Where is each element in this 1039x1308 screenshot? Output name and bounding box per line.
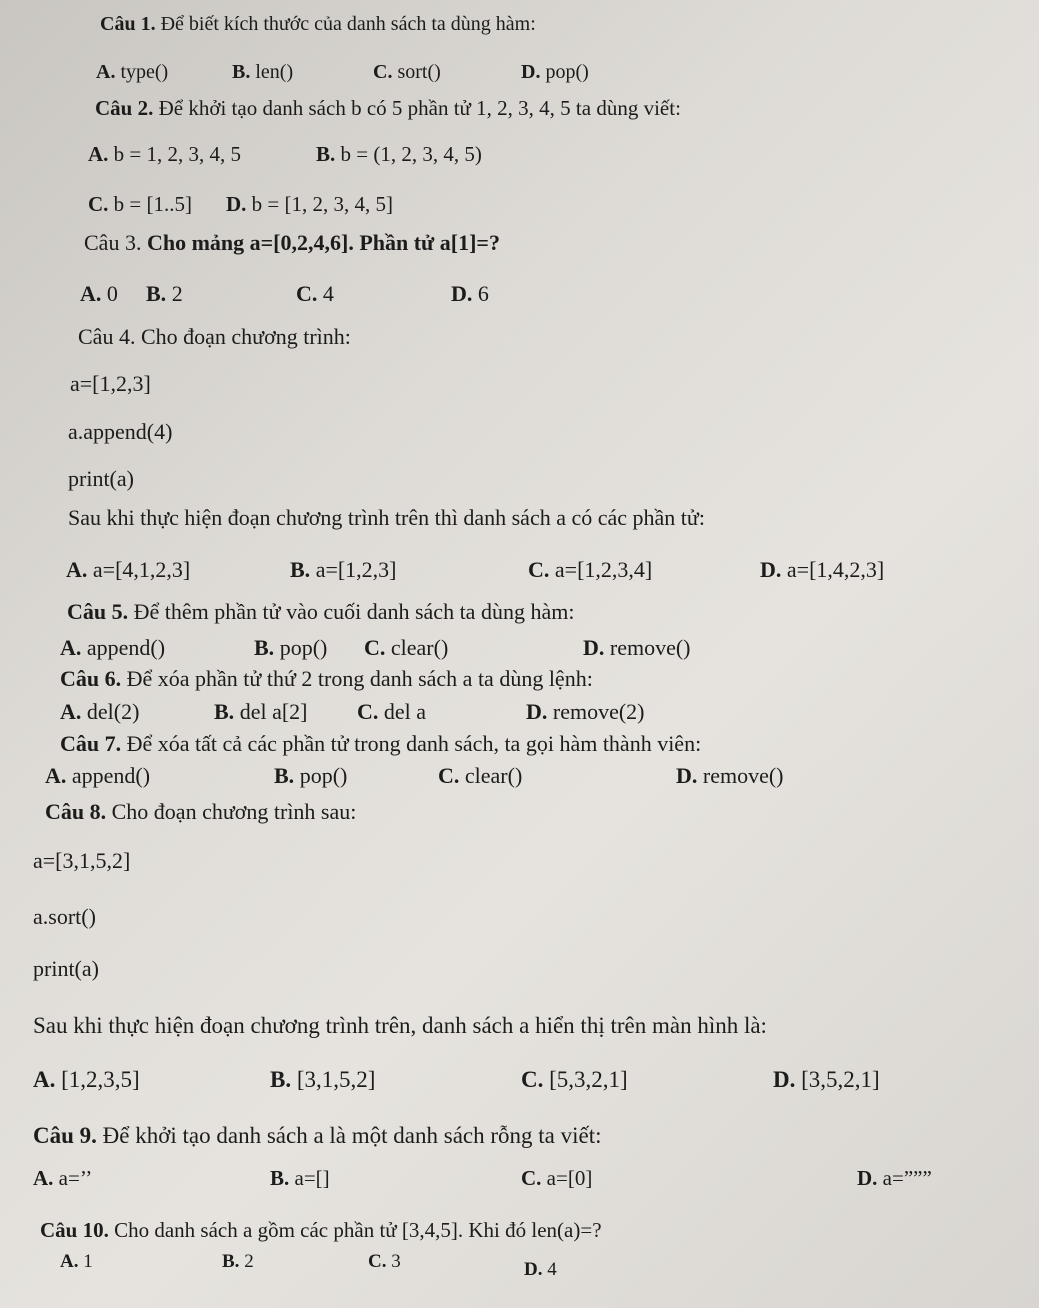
option-a: A. a=’’ — [33, 1166, 93, 1190]
option-b: B. [3,1,5,2] — [270, 1067, 376, 1092]
option-d: D. 4 — [524, 1259, 557, 1280]
code-line: a=[1,2,3] — [70, 371, 151, 396]
option-d: D. remove(2) — [526, 699, 645, 724]
question-4-followup: Sau khi thực hiện đoạn chương trình trên thì danh sách a có các phần tử: — [68, 505, 705, 530]
question-4: Câu 4. Cho đoạn chương trình: — [78, 324, 351, 349]
option-c: C. a=[0] — [521, 1166, 593, 1190]
question-6: Câu 6. Để xóa phần tử thứ 2 trong danh sách a ta dùng lệnh: — [60, 666, 593, 691]
code-line: print(a) — [68, 466, 134, 491]
option-c: C. a=[1,2,3,4] — [528, 557, 653, 582]
option-a: A. a=[4,1,2,3] — [66, 557, 191, 582]
option-d: D. a=[1,4,2,3] — [760, 557, 885, 582]
code-line: a.append(4) — [68, 419, 173, 444]
option-b: B. a=[1,2,3] — [290, 557, 397, 582]
question-5: Câu 5. Để thêm phần tử vào cuối danh sách ta dùng hàm: — [67, 599, 575, 624]
option-b: B. pop() — [274, 763, 348, 788]
option-a: A. append() — [45, 763, 151, 788]
code-line: a.sort() — [33, 904, 96, 929]
option-b: B. 2 — [222, 1251, 254, 1272]
option-c: C. [5,3,2,1] — [521, 1067, 628, 1092]
option-c: C. sort() — [373, 61, 441, 83]
option-b: B. del a[2] — [214, 699, 308, 724]
option-b: B. len() — [232, 61, 294, 83]
option-d: D. [3,5,2,1] — [773, 1067, 880, 1092]
option-d: D. a=””” — [857, 1166, 932, 1190]
question-2: Câu 2. Để khởi tạo danh sách b có 5 phần tử 1, 2, 3, 4, 5 ta dùng viết: — [95, 96, 681, 120]
option-a: A. 0 — [80, 281, 118, 306]
option-a: A. [1,2,3,5] — [33, 1067, 140, 1092]
option-c: C. clear() — [438, 763, 523, 788]
question-8: Câu 8. Cho đoạn chương trình sau: — [45, 799, 357, 824]
option-d: D. remove() — [583, 635, 691, 660]
option-a: A. 1 — [60, 1251, 93, 1272]
option-a: A. type() — [96, 61, 169, 83]
code-line: a=[3,1,5,2] — [33, 848, 131, 873]
option-b: B. a=[] — [270, 1166, 330, 1190]
option-d: D. b = [1, 2, 3, 4, 5] — [226, 192, 394, 216]
question-9: Câu 9. Để khởi tạo danh sách a là một danh sách rỗng ta viết: — [33, 1123, 602, 1148]
option-c: C. b = [1..5] — [88, 192, 193, 216]
code-line: print(a) — [33, 956, 99, 981]
option-c: C. del a — [357, 699, 427, 724]
option-a: A. del(2) — [60, 699, 140, 724]
option-a: A. b = 1, 2, 3, 4, 5 — [88, 142, 242, 166]
question-10: Câu 10. Cho danh sách a gồm các phần tử [3,4,5]. Khi đó len(a)=? — [40, 1218, 602, 1242]
option-a: A. append() — [60, 635, 166, 660]
option-c: C. 4 — [296, 281, 334, 306]
question-1: Câu 1. Để biết kích thước của danh sách ta dùng hàm: — [100, 13, 536, 35]
option-b: B. pop() — [254, 635, 328, 660]
option-c: C. clear() — [364, 635, 449, 660]
option-c: C. 3 — [368, 1251, 401, 1272]
question-7: Câu 7. Để xóa tất cả các phần tử trong danh sách, ta gọi hàm thành viên: — [60, 731, 702, 756]
option-d: D. remove() — [676, 763, 784, 788]
option-b: B. b = (1, 2, 3, 4, 5) — [316, 142, 482, 166]
question-8-followup: Sau khi thực hiện đoạn chương trình trên, danh sách a hiển thị trên màn hình là: — [33, 1013, 767, 1038]
question-3: Câu 3. Cho mảng a=[0,2,4,6]. Phần tử a[1]=? — [84, 230, 500, 255]
option-b: B. 2 — [146, 281, 183, 306]
option-d: D. pop() — [521, 61, 589, 83]
option-d: D. 6 — [451, 281, 489, 306]
